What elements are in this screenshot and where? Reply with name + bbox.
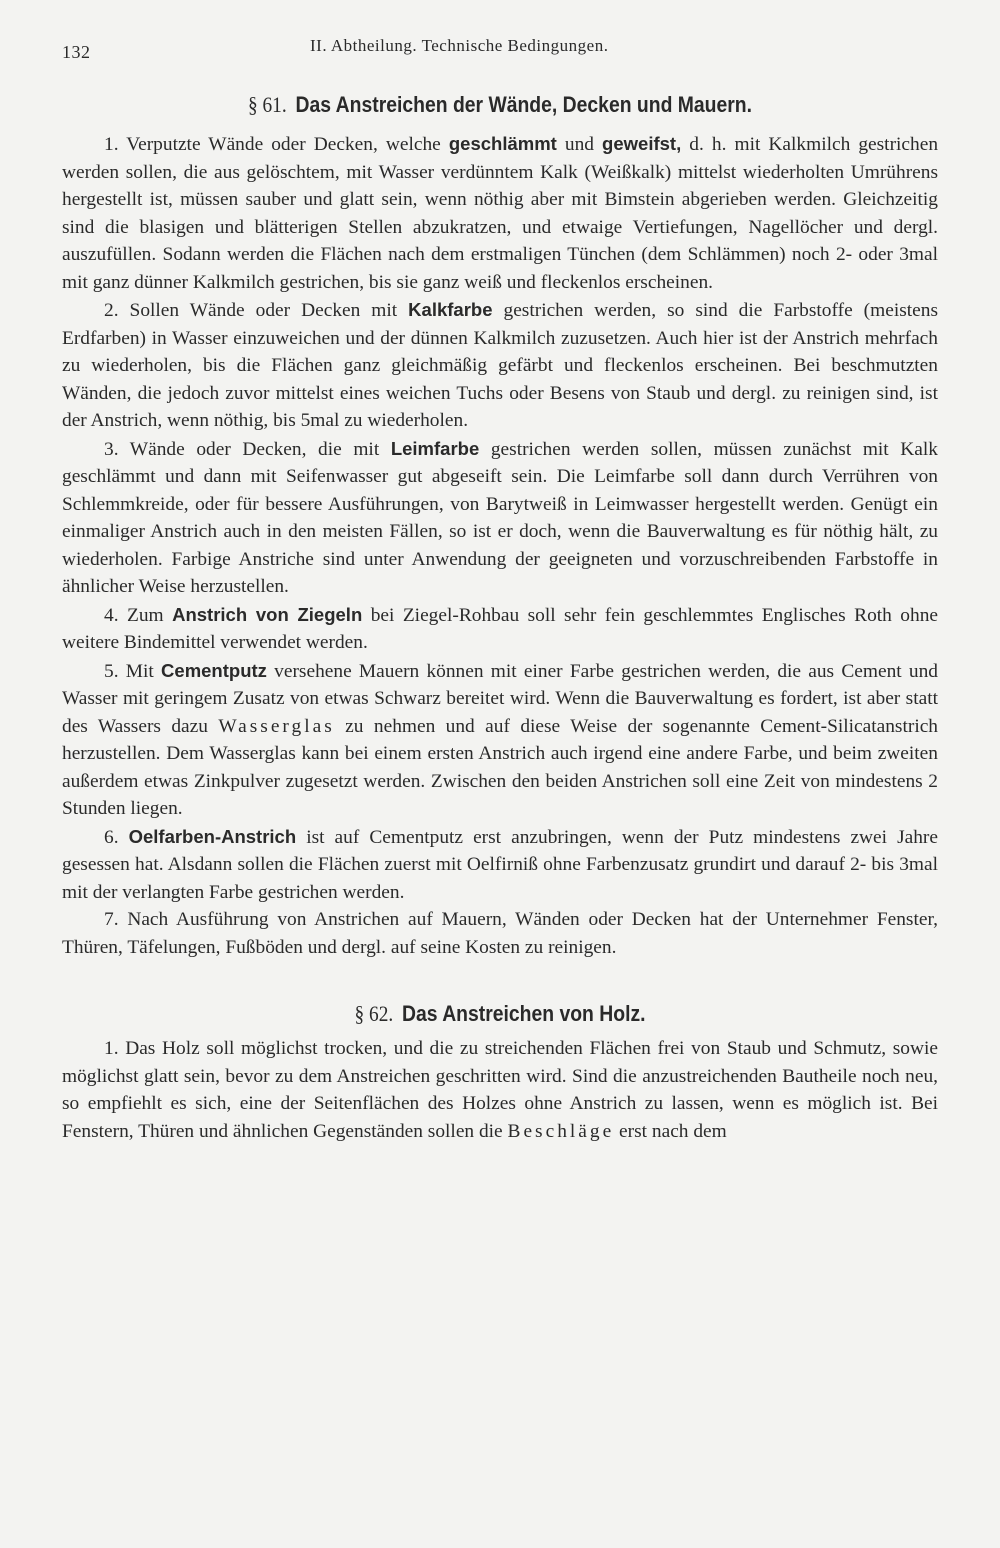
paragraph-text: Mit <box>118 660 162 682</box>
emphasis-term: geweifst, <box>602 133 682 154</box>
section-62-body <box>62 1035 938 1145</box>
paragraph-text: gestrichen werden sollen, müssen zunächst mit Kalk geschlämmt und dann mit Seifenwasser gut abgeseift sein. Die Leimfarbe soll dann durch Verrühren von Schlemmkreide, oder für bessere Ausführungen, von Barytweiß in Leimwasser hergestellt werden. Genügt ein einmaliger Anstrich auch in den meisten Fällen, so ist er doch, wenn die Bauverwaltung es für nöthig hält, zu wiederholen. Farbige Anstriche sind unter Anwendung der geeigneten und vorzuschreibenden Farbstoffe in ähnlicher Weise herzustellen. <box>62 438 938 597</box>
paragraph-number: 1. <box>104 1038 119 1059</box>
emphasis-term: Cementputz <box>161 659 267 681</box>
running-head-title: II. Abtheilung. Technische Bedingungen. <box>310 36 609 55</box>
running-head <box>62 30 938 66</box>
emphasis-term: Leimfarbe <box>390 437 480 459</box>
document-page <box>62 30 938 1145</box>
spaced-term: Wasserglas <box>218 715 335 737</box>
paragraph-number: 2. <box>104 300 119 321</box>
paragraph-text: Das Holz soll möglichst trocken, und die zu streichenden Flächen frei von Staub und Schmutz, sowie möglichst glatt sein, bevor zu dem Anstreichen geschritten wird. Sind die anzustreichenden Bautheile noch neu, so empfiehlt es sich, eine der Seitenflächen des Holzes ohne Anstrich zu lassen, wenn es möglich ist. Bei Fenstern, Thüren und ähnlichen Gegenständen sollen die <box>62 1038 938 1142</box>
section-62-number: § 62. <box>354 1001 394 1026</box>
paragraph-61-4 <box>62 601 938 657</box>
paragraph-text: Zum <box>118 604 173 626</box>
paragraph-61-1 <box>62 130 938 296</box>
paragraph-61-5 <box>62 657 938 823</box>
paragraph-number: 3. <box>104 438 119 460</box>
paragraph-text: erst nach dem <box>614 1120 727 1142</box>
emphasis-term: Kalkfarbe <box>408 299 493 320</box>
section-62-heading <box>115 1001 886 1027</box>
emphasis-term: geschlämmt <box>448 133 557 154</box>
paragraph-61-6 <box>62 823 938 907</box>
emphasis-term: Oelfarben-Anstrich <box>128 825 297 847</box>
paragraph-text: und <box>556 134 603 155</box>
paragraph-text: Verputzte Wände oder Decken, welche <box>118 134 449 155</box>
paragraph-number: 7. <box>104 909 119 930</box>
paragraph-text: versehene Mauern können mit einer Farbe gestrichen werden, die aus Cement und Wasser mit geringem Zusatz von etwas Schwarz bereitet wird. Wenn die Bauverwaltung es fordert, ist aber statt des Wassers dazu <box>62 660 938 737</box>
paragraph-number: 4. <box>104 604 119 626</box>
paragraph-number: 1. <box>104 134 119 155</box>
paragraph-61-2 <box>62 296 938 435</box>
section-62-title: Das Anstreichen von Holz. <box>402 1001 646 1026</box>
section-61-body <box>62 130 938 961</box>
paragraph-text: ist auf Cementputz erst anzubringen, wenn der Putz mindestens zwei Jahre gesessen hat. Alsdann sollen die Flächen zuerst mit Oelfirniß ohne Farbenzusatz grundirt und darauf 2- bis 3mal mit der verlangten Farbe gestrichen werden. <box>62 826 938 903</box>
section-61-number: § 61. <box>247 92 287 117</box>
section-61-title: Das Anstreichen der Wände, Decken und Mauern. <box>295 92 753 117</box>
paragraph-text: Sollen Wände oder Decken mit <box>118 300 409 321</box>
paragraph-text: gestrichen werden, so sind die Farbstoffe (meistens Erdfarben) in Wasser einzuweichen und der dünnen Kalkmilch zuzusetzen. Auch hier ist der Anstrich mehrfach zu wiederholen, bis die Flächen ganz gleichmäßig gefärbt und fleckenlos erscheinen. Bei beschmutzten Wänden, die jedoch zuvor mittelst eines weichen Tuchs oder Besens von Staub und dergl. zu reinigen sind, ist der Anstrich, wenn nöthig, bis 5mal zu wiederholen. <box>62 300 938 431</box>
paragraph-61-7 <box>62 906 938 961</box>
section-61-heading <box>115 92 886 118</box>
paragraph-text: bei Ziegel-Rohbau soll sehr fein geschlemmtes Englisches Roth ohne weitere Bindemittel verwendet werden. <box>62 604 939 653</box>
page-number: 132 <box>62 42 91 62</box>
paragraph-61-3 <box>62 435 938 601</box>
spaced-term: Beschläge <box>507 1120 615 1142</box>
paragraph-text: Nach Ausführung von Anstrichen auf Mauern, Wänden oder Decken hat der Unternehmer Fenster, Thüren, Täfelungen, Fußböden und dergl. auf seine Kosten zu reinigen. <box>62 909 938 958</box>
paragraph-62-1 <box>62 1035 938 1145</box>
paragraph-number: 6. <box>104 826 119 848</box>
paragraph-number: 5. <box>104 660 119 682</box>
paragraph-text: zu nehmen und auf diese Weise der sogenannte Cement-Silicatanstrich herzustellen. Dem Wasserglas kann bei einem ersten Anstrich auch irgend eine andere Farbe, und beim zweiten außerdem etwas Zinkpulver zugesetzt werden. Zwischen den beiden Anstrichen soll eine Zeit von mindestens 2 Stunden liegen. <box>62 715 939 819</box>
emphasis-term: Anstrich von Ziegeln <box>172 603 363 625</box>
paragraph-text <box>119 827 129 848</box>
paragraph-text: d. h. mit Kalkmilch gestrichen werden sollen, die aus gelöschtem, mit Wasser verdünntem Kalk (Weißkalk) mittelst wiederholten Umrührens hergestellt ist, müssen sauber und glatt sein, wenn nöthig aber mit Bimstein abgerieben werden. Gleichzeitig sind die blasigen und blätterigen Stellen abzukratzen, und etwaige Vertiefungen, Nagellöcher und dergl. auszufüllen. Sodann werden die Flächen nach dem erstmaligen Tünchen (dem Schlämmen) noch 2- oder 3mal mit ganz dünner Kalkmilch gestrichen, bis sie ganz weiß und fleckenlos erscheinen. <box>62 134 939 293</box>
paragraph-text: Wände oder Decken, die mit <box>118 438 391 460</box>
